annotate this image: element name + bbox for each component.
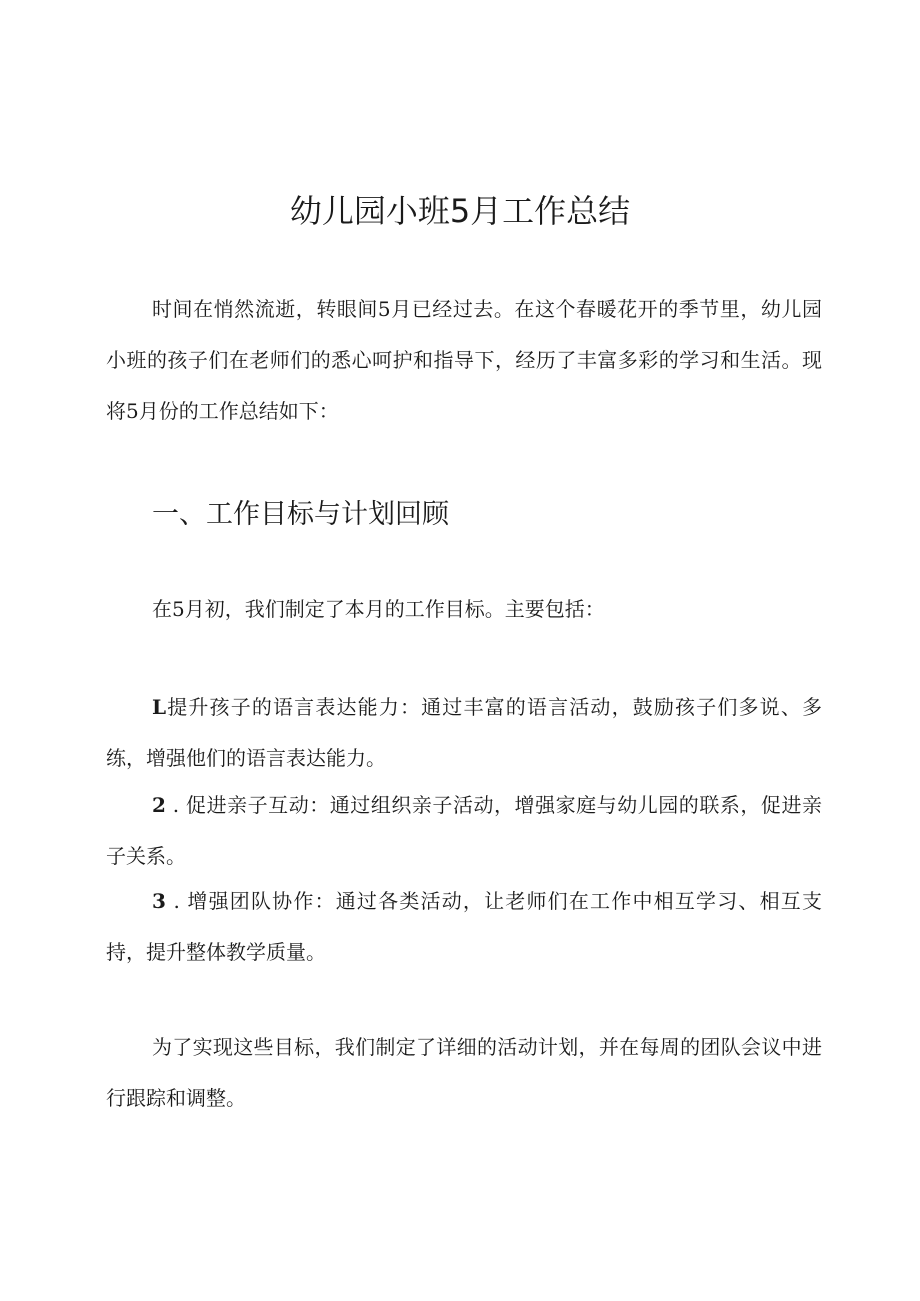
plan-closing-paragraph: 为了实现这些目标，我们制定了详细的活动计划，并在每周的团队会议中进行跟踪和调整。 [106, 1035, 822, 1110]
document-title: 幼儿园小班5月工作总结 [289, 192, 631, 230]
goal-item-text: . 增强团队协作：通过各类活动，让老师们在工作中相互学习、相互支持，提升整体教学质量。 [106, 889, 822, 964]
goal-item-2 [106, 780, 822, 882]
goal-item-text: 提升孩子的语言表达能力：通过丰富的语言活动，鼓励孩子们多说、多练，增强他们的语言表达能力。 [106, 695, 822, 770]
goal-item-1 [106, 682, 822, 784]
goal-item-marker: 2 [152, 793, 166, 817]
goals-lead-paragraph: 在5月初，我们制定了本月的工作目标。主要包括： [152, 597, 605, 621]
goal-item-marker: L [152, 695, 167, 719]
intro-paragraph: 时间在悄然流逝，转眼间5月已经过去。在这个春暖花开的季节里，幼儿园小班的孩子们在老师们的悉心呵护和指导下，经历了丰富多彩的学习和生活。现将5月份的工作总结如下： [106, 297, 822, 423]
section-heading: 一、工作目标与计划回顾 [152, 499, 449, 530]
goal-item-marker: 3 [152, 889, 166, 913]
goal-item-3 [106, 876, 822, 978]
goal-item-text: . 促进亲子互动：通过组织亲子活动，增强家庭与幼儿园的联系，促进亲子关系。 [106, 793, 822, 868]
